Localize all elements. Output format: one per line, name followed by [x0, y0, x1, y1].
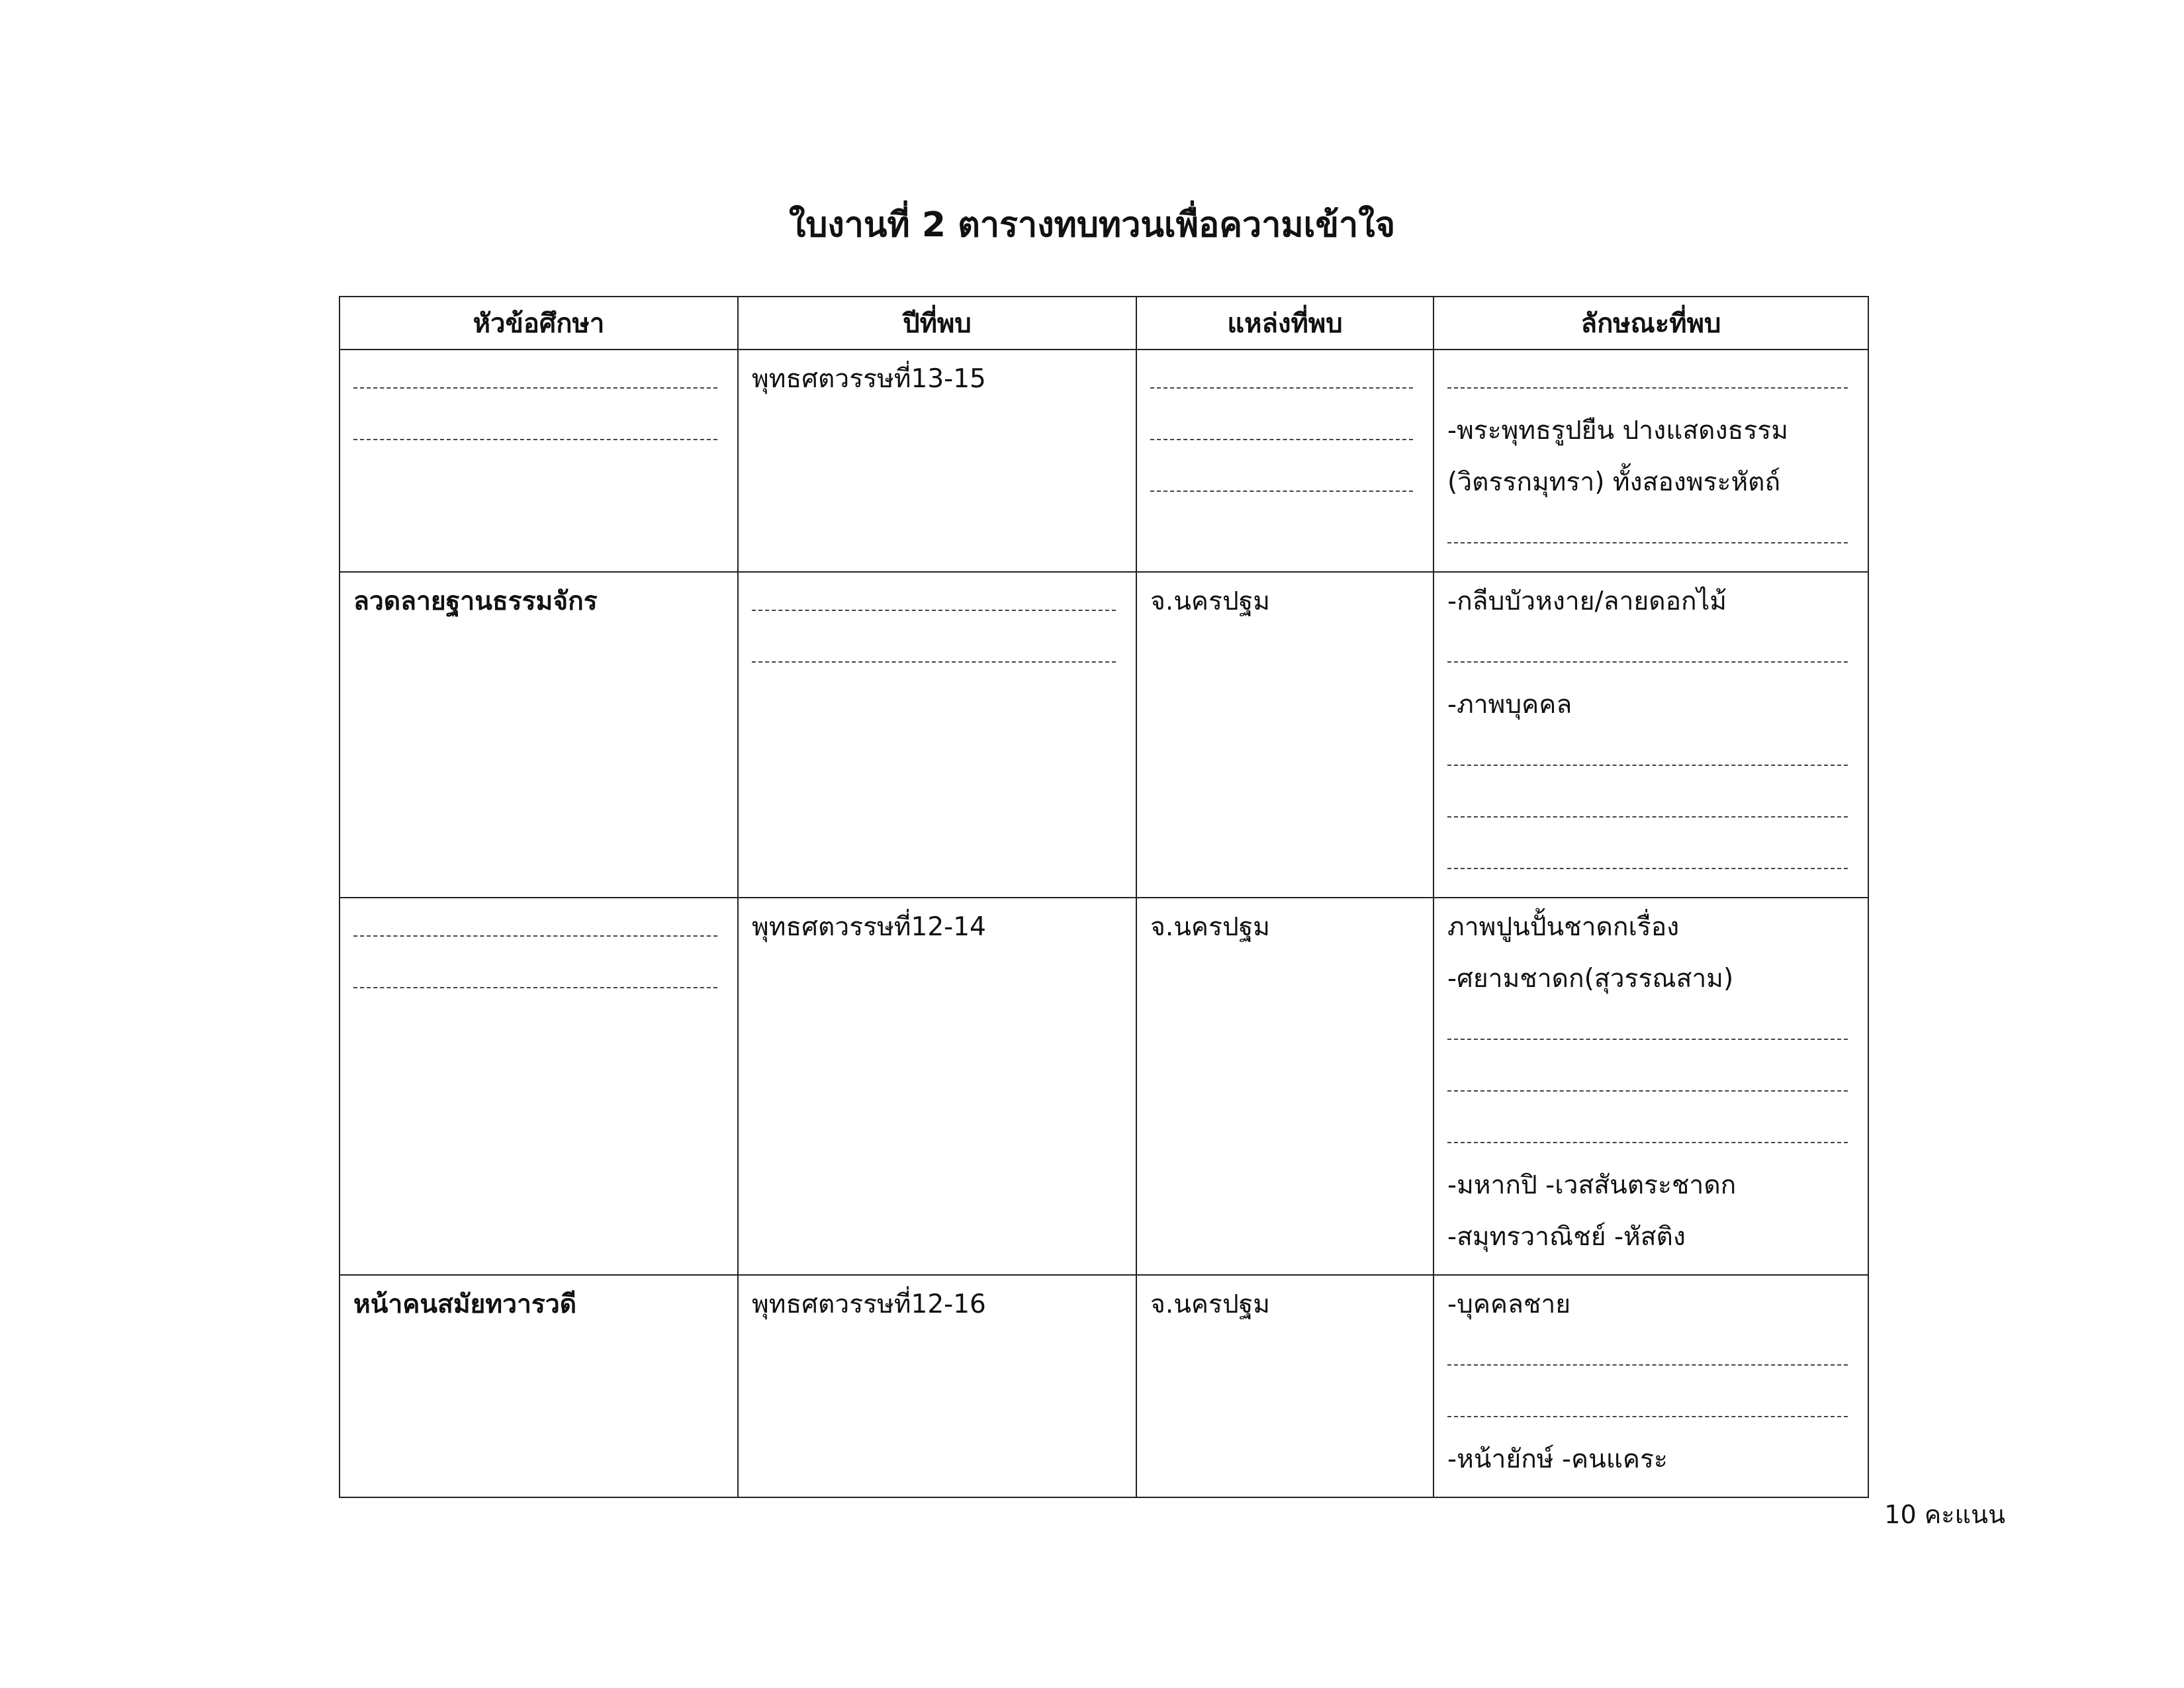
year-cell — [738, 572, 1136, 898]
blank-line — [353, 359, 724, 411]
place-cell — [1136, 898, 1433, 1275]
header-place: แหล่งที่พบ — [1136, 297, 1433, 350]
year-text: พุทธศตวรรษที่13-15 — [752, 364, 986, 394]
blank-line — [1447, 359, 1854, 411]
blank-line — [752, 633, 1122, 685]
blank-line — [353, 411, 724, 463]
features-cell — [1433, 898, 1868, 1275]
blank-line — [353, 959, 724, 1011]
feature-text: -พระพุทธรูปยืน ปางแสดงธรรม — [1447, 416, 1788, 445]
blank-line — [1447, 1114, 1854, 1166]
header-year: ปีที่พบ — [738, 297, 1136, 350]
topic-cell — [340, 572, 738, 898]
place-text: จ.นครปฐม — [1150, 1289, 1270, 1319]
table-row — [340, 572, 1868, 898]
table-row — [340, 350, 1868, 572]
topic-text: ลวดลายฐานธรรมจักร — [353, 586, 598, 616]
year-cell — [738, 1275, 1136, 1497]
year-text: พุทธศตวรรษที่12-14 — [752, 912, 986, 942]
blank-line — [1447, 1062, 1854, 1114]
blank-line — [1447, 788, 1854, 840]
review-table — [339, 296, 1869, 1498]
feature-text: -กลีบบัวหงาย/ลายดอกไม้ — [1447, 586, 1727, 616]
features-cell — [1433, 572, 1868, 898]
blank-line — [1447, 1388, 1854, 1440]
place-cell — [1136, 572, 1433, 898]
blank-line — [1447, 1011, 1854, 1062]
year-text: พุทธศตวรรษที่12-16 — [752, 1289, 986, 1319]
feature-text: -ภาพบุคคล — [1447, 690, 1572, 720]
year-cell — [738, 898, 1136, 1275]
blank-line — [1447, 633, 1854, 685]
table-header-row — [340, 297, 1868, 350]
topic-text: หน้าคนสมัยทวารวดี — [353, 1289, 577, 1319]
blank-line — [1447, 840, 1854, 892]
feature-text: -บุคคลชาย — [1447, 1289, 1571, 1319]
features-cell — [1433, 1275, 1868, 1497]
blank-line — [752, 582, 1122, 633]
feature-text: ภาพปูนปั้นชาดกเรื่อง — [1447, 912, 1680, 942]
feature-text: (วิตรรกมุทรา) ทั้งสองพระหัตถ์ — [1447, 467, 1781, 497]
blank-line — [1150, 463, 1420, 514]
blank-line — [1447, 737, 1854, 788]
topic-cell — [340, 1275, 738, 1497]
table-row — [340, 1275, 1868, 1497]
blank-line — [1150, 411, 1420, 463]
features-cell — [1433, 350, 1868, 572]
score-label: 10 คะแนน — [1884, 1500, 2005, 1529]
topic-cell — [340, 898, 738, 1275]
place-cell — [1136, 350, 1433, 572]
worksheet-title: ใบงานที่ 2 ตารางทบทวนเพื่อความเข้าใจ — [788, 205, 1396, 245]
place-cell — [1136, 1275, 1433, 1497]
header-features: ลักษณะที่พบ — [1433, 297, 1868, 350]
blank-line — [1150, 359, 1420, 411]
feature-text: -มหากปิ -เวสสันตระชาดก — [1447, 1170, 1737, 1200]
blank-line — [1447, 1336, 1854, 1388]
table-row — [340, 898, 1868, 1275]
blank-line — [1447, 514, 1854, 566]
topic-cell — [340, 350, 738, 572]
year-cell — [738, 350, 1136, 572]
place-text: จ.นครปฐม — [1150, 586, 1270, 616]
feature-text: -หน้ายักษ์ -คนแคระ — [1447, 1444, 1668, 1474]
place-text: จ.นครปฐม — [1150, 912, 1270, 942]
feature-text: -ศยามชาดก(สุวรรณสาม) — [1447, 964, 1734, 994]
header-topic: หัวข้อศึกษา — [340, 297, 738, 350]
blank-line — [353, 908, 724, 959]
feature-text: -สมุทรวาณิชย์ -หัสติง — [1447, 1222, 1686, 1252]
